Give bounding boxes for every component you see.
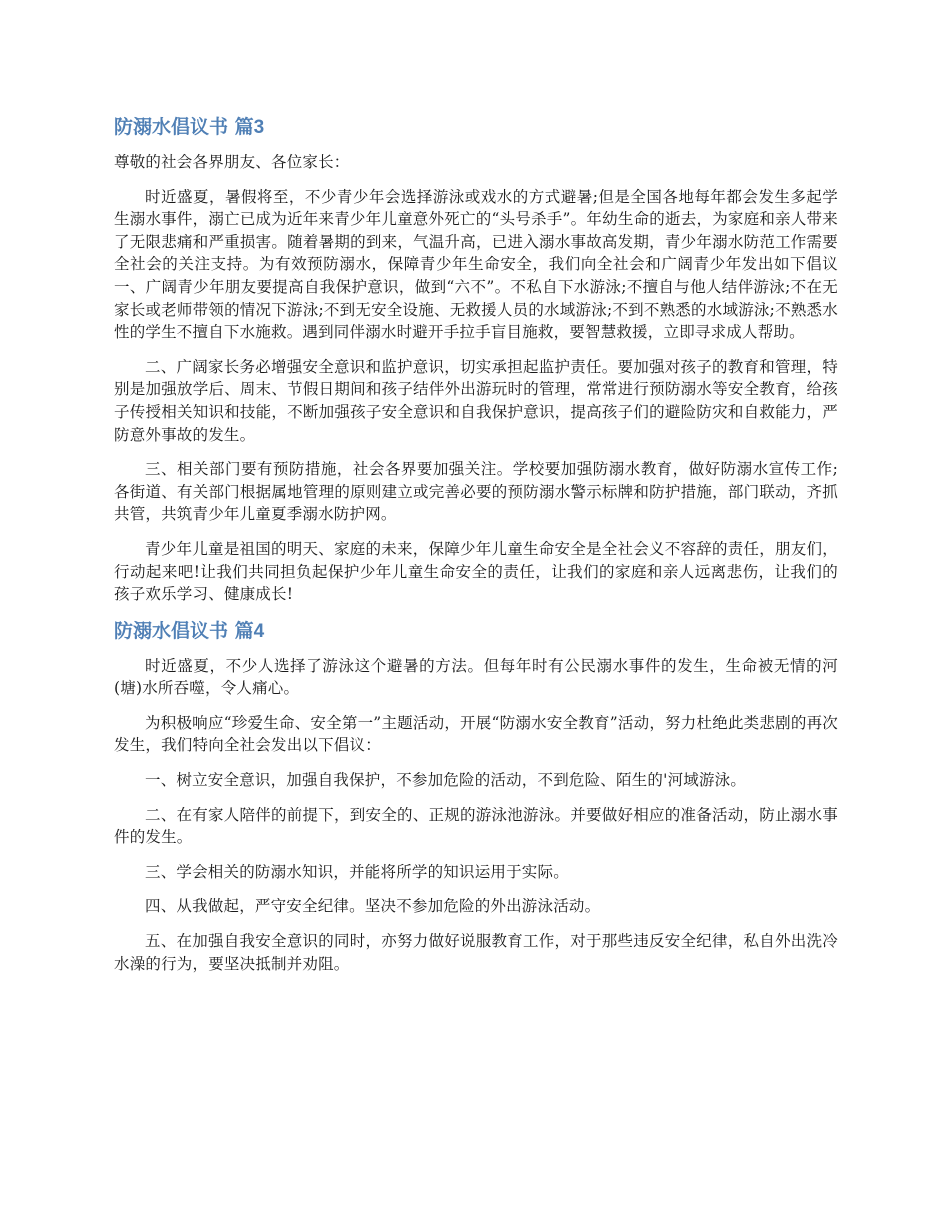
section-heading-suffix: 篇 bbox=[234, 619, 254, 642]
body-paragraph: 五、在加强自我安全意识的同时，亦努力做好说服教育工作，对于那些违反安全纪律，私自外出洗冷水澡的行为，要坚决抵制并劝阻。 bbox=[114, 932, 838, 973]
section-heading-title: 防溺水倡议书 bbox=[114, 116, 229, 138]
body-paragraph: 二、在有家人陪伴的前提下，到安全的、正规的游泳池游泳。并要做好相应的准备活动，防止溺水事件的发生。 bbox=[114, 805, 838, 847]
document-page bbox=[114, 104, 838, 987]
section-heading-title: 防溺水倡议书 bbox=[114, 619, 229, 642]
body-paragraph: 四、从我做起，严守安全纪律。坚决不参加危险的外出游泳活动。 bbox=[145, 897, 601, 916]
body-paragraph: 青少年儿童是祖国的明天、家庭的未来，保障少年儿童生命安全是全社会义不容辞的责任，朋友们，行动起来吧!让我们共同担负起保护少年儿童生命安全的责任，让我们的家庭和亲人远离悲伤，让我们的孩子欢乐学习、健康成长! bbox=[114, 539, 838, 604]
body-paragraph: 一、树立安全意识，加强自我保护，不参加危险的活动，不到危险、陌生的'河域游泳。 bbox=[145, 771, 747, 790]
body-paragraph: 为积极响应“珍爱生命、安全第一”主题活动，开展“防溺水安全教育”活动，努力杜绝此类悲剧的再次发生，我们特向全社会发出以下倡议： bbox=[114, 713, 838, 755]
body-paragraph: 时近盛夏，不少人选择了游泳这个避暑的方法。但每年时有公民溺水事件的发生，生命被无情的河(塘)水所吞噬，令人痛心。 bbox=[114, 656, 838, 698]
section-heading-number: 3 bbox=[253, 117, 265, 138]
salutation: 尊敬的社会各界朋友、各位家长： bbox=[114, 153, 350, 171]
section-heading bbox=[114, 114, 838, 141]
body-paragraph: 三、学会相关的防溺水知识，并能将所学的知识运用于实际。 bbox=[145, 862, 569, 881]
body-paragraph: 二、广阔家长务必增强安全意识和监护意识，切实承担起监护责任。要加强对孩子的教育和管理，特别是加强放学后、周末、节假日期间和孩子结伴外出游玩时的管理，常常进行预防溺水等安全教育，给孩子传授相关知识和技能，不断加强孩子安全意识和自我保护意识，提高孩子们的避险防灾和自救能力，严防意外事故的发生。 bbox=[114, 357, 838, 444]
body-paragraph: 时近盛夏，暑假将至，不少青少年会选择游泳或戏水的方式避暑;但是全国各地每年都会发生多起学生溺水事件，溺亡已成为近年来青少年儿童意外死亡的“头号杀手”。年幼生命的逝去，为家庭和亲人带来了无限悲痛和严重损害。随着暑期的到来，气温升高，已进入溺水事故高发期，青少年溺水防范工作需要全社会的关注支持。为有效预防溺水，保障青少年生命安全，我们向全社会和广阔青少年发出如下倡议 一、广阔青少年朋友要提高自我保护意识，做到“六不”。不私自下水游泳;不擅自与他人结伴游泳;不在无家长或老师带领的情况下游泳;不到无安全设施、无救援人员的水域游泳;不到不熟悉的水域游泳;不熟悉水性的学生不擅自下水施救。遇到同伴溺水时避开手拉手盲目施救，要智慧救援，立即寻求成人帮助。 bbox=[114, 187, 838, 342]
section-heading bbox=[114, 618, 838, 645]
section-heading-suffix: 篇 bbox=[234, 116, 254, 138]
section-heading-number: 4 bbox=[253, 620, 265, 642]
body-paragraph: 三、相关部门要有预防措施，社会各界要加强关注。学校要加强防溺水教育，做好防溺水宣传工作;各街道、有关部门根据属地管理的原则建立或完善必要的预防溺水警示标牌和防护措施，部门联动，齐抓共管，共筑青少年儿童夏季溺水防护网。 bbox=[114, 460, 838, 524]
